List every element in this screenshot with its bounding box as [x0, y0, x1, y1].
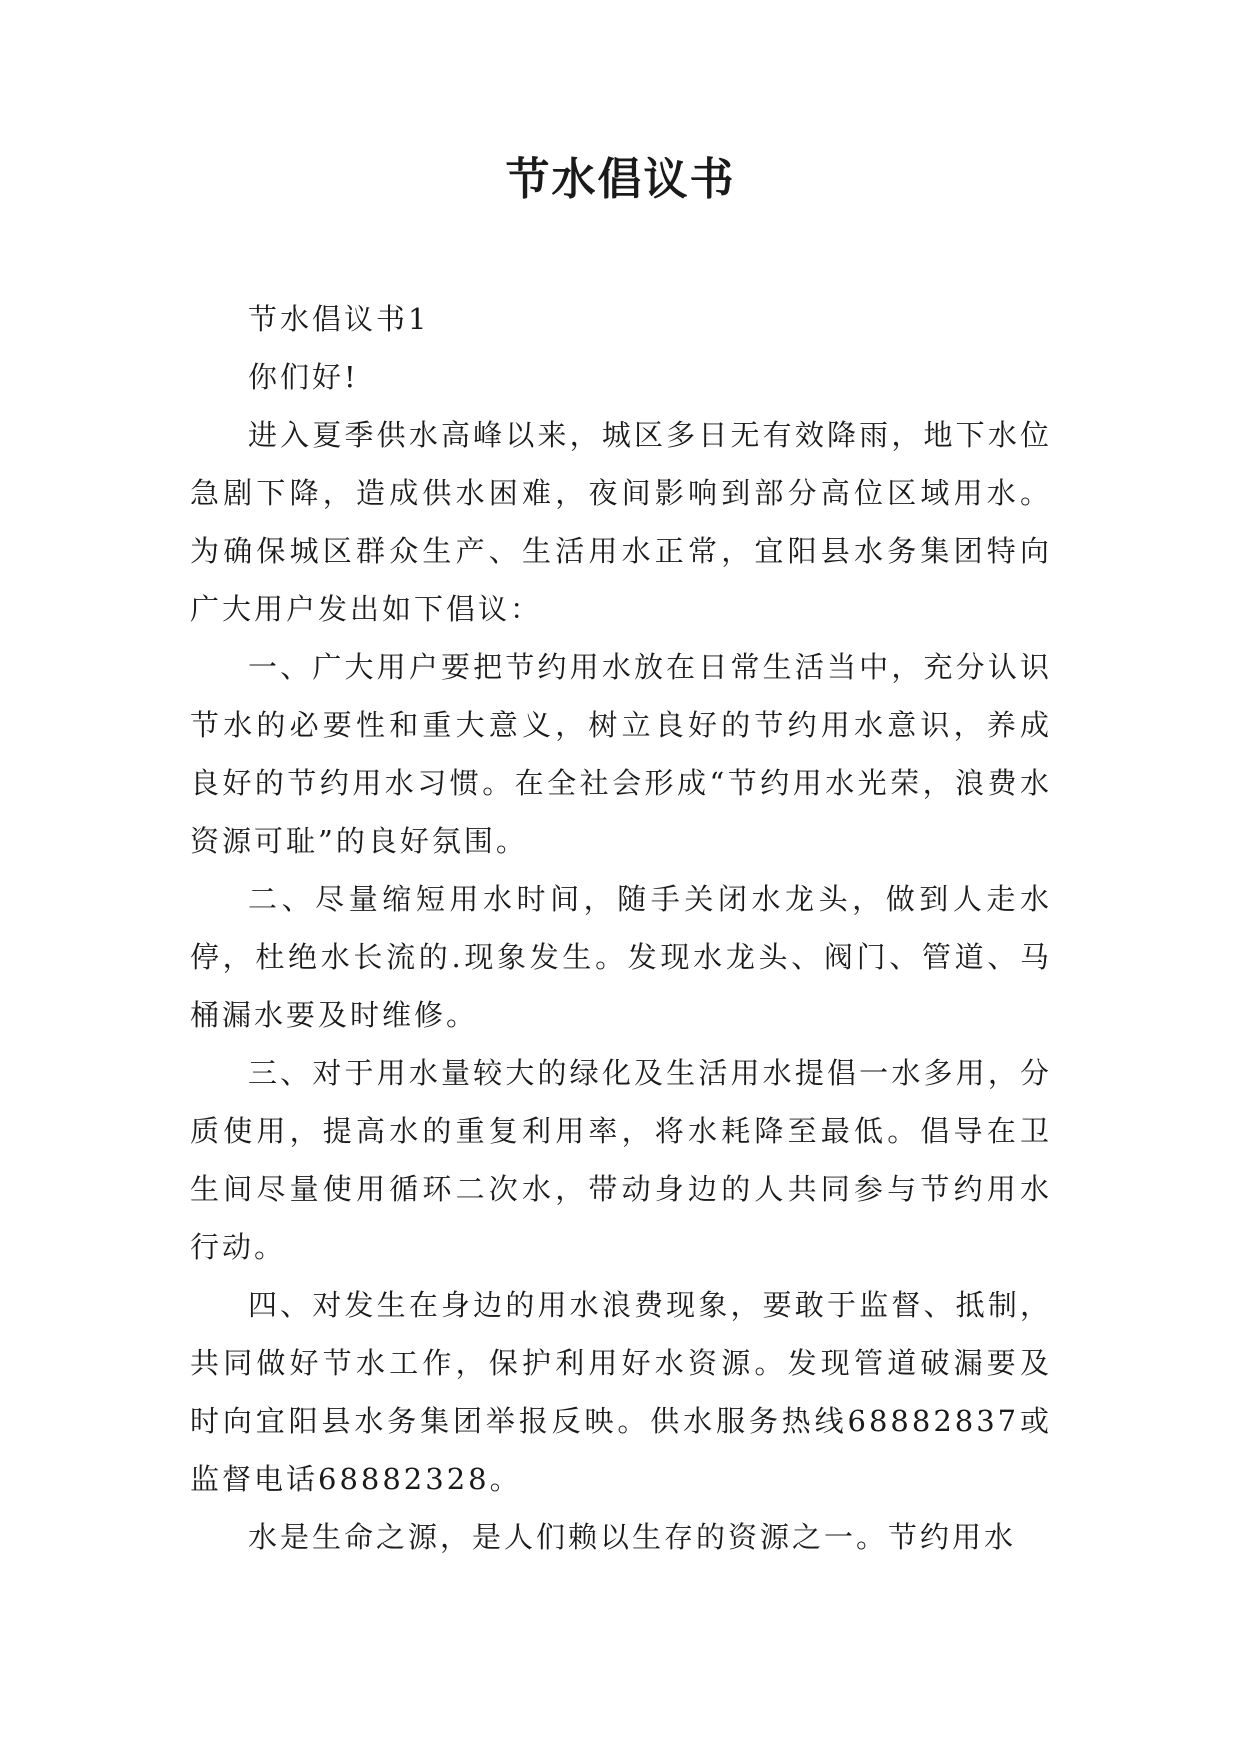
document-body: [190, 290, 1052, 1566]
paragraph-item-four: 四、对发生在身边的用水浪费现象，要敢于监督、抵制，共同做好节水工作，保护利用好水资源。发现管道破漏要及时向宜阳县水务集团举报反映。供水服务热线68882837或监督电话68882328。: [190, 1288, 1052, 1496]
document-title: 节水倡议书: [505, 154, 736, 205]
paragraph-item-two: 二、尽量缩短用水时间，随手关闭水龙头，做到人走水停，杜绝水长流的.现象发生。发现水龙头、阀门、管道、马桶漏水要及时维修。: [190, 882, 1052, 1032]
paragraph-heading: 节水倡议书1: [248, 302, 430, 336]
paragraph-item-three: 三、对于用水量较大的绿化及生活用水提倡一水多用，分质使用，提高水的重复利用率，将水耗降至最低。倡导在卫生间尽量使用循环二次水，带动身边的人共同参与节约用水行动。: [190, 1056, 1052, 1264]
paragraph-item-one: 一、广大用户要把节约用水放在日常生活当中，充分认识节水的必要性和重大意义，树立良好的节约用水意识，养成良好的节约用水习惯。在全社会形成“节约用水光荣，浪费水资源可耻”的良好氛围。: [190, 650, 1052, 858]
paragraph-closing: 水是生命之源，是人们赖以生存的资源之一。节约用水: [248, 1520, 1017, 1554]
paragraph-greeting: 你们好!: [248, 360, 359, 394]
paragraph-intro: 进入夏季供水高峰以来，城区多日无有效降雨，地下水位急剧下降，造成供水困难，夜间影响到部分高位区域用水。为确保城区群众生产、生活用水正常，宜阳县水务集团特向广大用户发出如下倡议：: [190, 418, 1052, 626]
